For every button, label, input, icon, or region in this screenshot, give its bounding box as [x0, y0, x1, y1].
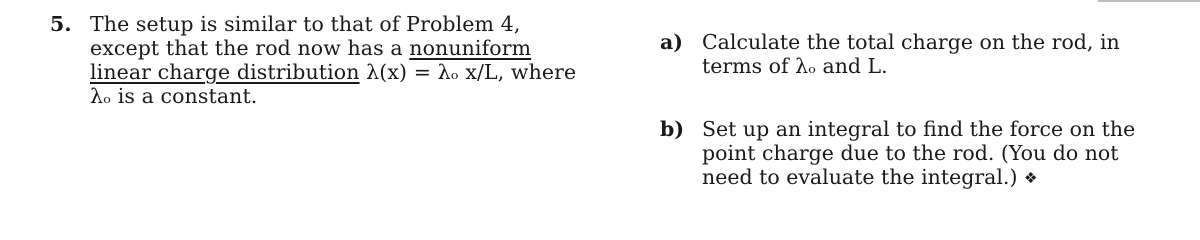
part-b-label: b): [660, 117, 685, 141]
part-b-line-2: point charge due to the rod. (You do not: [702, 141, 1119, 165]
underlined-nonuniform: nonuniform: [409, 36, 532, 60]
top-edge-rule: [1098, 0, 1200, 2]
part-a-line-1: Calculate the total charge on the rod, in: [702, 30, 1120, 54]
part-a: [660, 30, 1120, 78]
problem-line-1: The setup is similar to that of Problem 4,: [90, 12, 521, 36]
part-a-line-2: terms of λₒ and L.: [702, 54, 888, 78]
part-b: [660, 117, 1135, 190]
problem-text: [90, 12, 610, 108]
problem-statement: [50, 12, 610, 108]
problem-line-3-text: λ(x) = λₒ x/L, where: [359, 60, 577, 84]
underlined-linear-charge-distribution: linear charge distribution: [90, 60, 360, 84]
problem-line-3: [90, 60, 610, 84]
problem-line-2: [90, 36, 610, 60]
part-b-line-3: [702, 165, 1135, 190]
problem-number: 5.: [50, 12, 72, 36]
part-b-line-1: Set up an integral to find the force on the: [702, 117, 1136, 141]
part-a-text: [702, 30, 1120, 78]
end-diamond-icon: ❖: [1023, 169, 1038, 187]
problem-line-4: λₒ is a constant.: [90, 84, 258, 108]
part-b-text: [702, 117, 1135, 190]
problem-line-2-text: except that the rod now has a: [90, 36, 410, 60]
part-b-line-3-text: need to evaluate the integral.): [702, 165, 1018, 189]
part-a-label: a): [660, 30, 683, 54]
